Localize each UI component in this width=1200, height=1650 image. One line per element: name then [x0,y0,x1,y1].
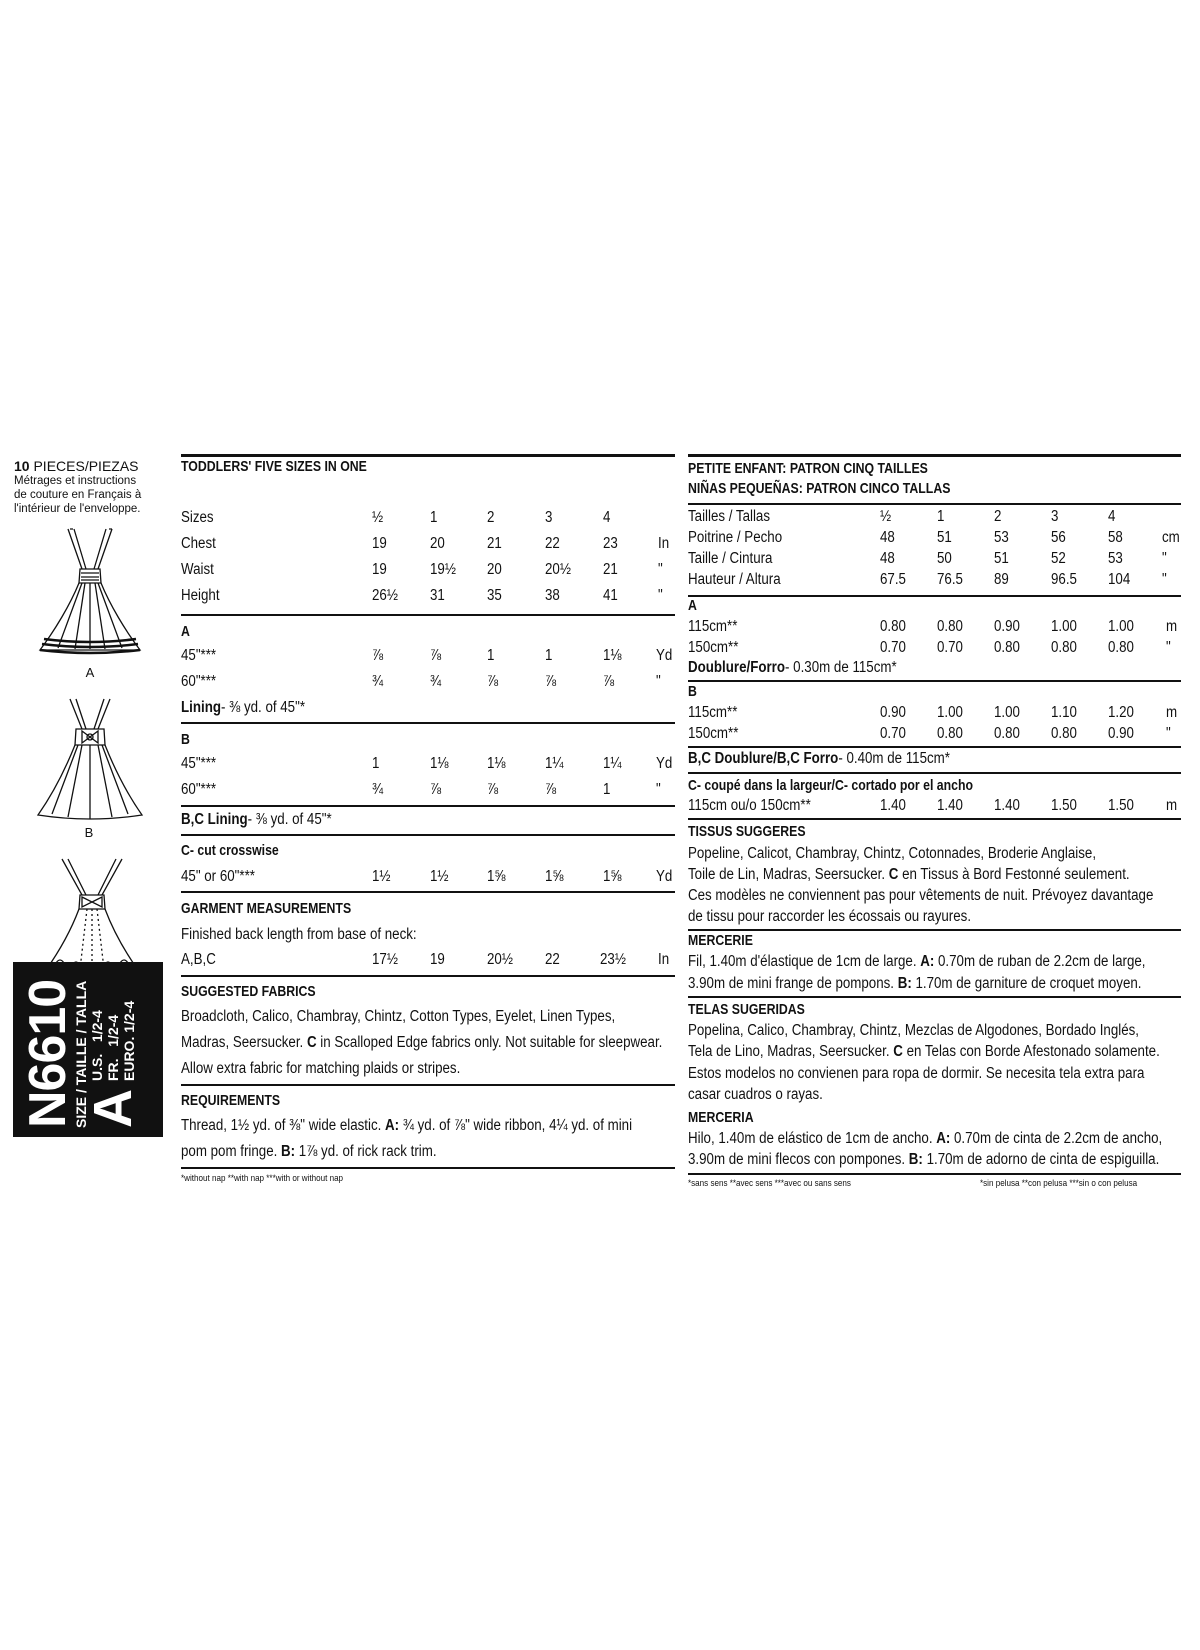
table-cell: 1⅝ [603,868,622,885]
table-cell: ½ [880,508,892,525]
en-c-head: C- cut crosswise [181,842,279,859]
fr-a-lining: Doublure/Forro- 0.30m de 115cm* [688,659,897,676]
tissus-line: Ces modèles ne conviennent pas pour vêtements de nuit. Prévoyez davantage [688,887,1154,904]
row-label: 115cm** [688,704,738,721]
en-a-head: A [181,623,190,640]
es-footnote: *sin pelusa **con pelusa ***sin o con pelusa [980,1178,1138,1189]
mercerie-line: 3.90m de mini frange de pompons. B: 1.70m de garniture de croquet moyen. [688,975,1142,992]
table-cell: 58 [1108,529,1123,546]
table-cell: 19 [372,561,387,578]
req-head: REQUIREMENTS [181,1092,281,1109]
table-cell: 1½ [430,868,449,885]
row-label: 45" or 60"*** [181,868,255,885]
tissus-line: de tissu pour raccorder les écossais ou rayures. [688,908,972,925]
fr-sizes: 1/2-4 [105,1014,121,1047]
tissus-line: Toile de Lin, Madras, Seersucker. C en Tissus à Bord Festonné seulement. [688,866,1130,883]
table-cell: 19½ [430,561,456,578]
table-cell: 1⅛ [487,755,506,772]
table-cell: 19 [372,535,387,552]
telas-line: Tela de Lino, Madras, Seersucker. C en Telas con Borde Afestonado solamente. [688,1043,1160,1060]
pieces-count: 10 [14,458,30,474]
table-cell: 1 [937,508,945,525]
pieces-heading [14,458,139,474]
fr-c-head: C- coupé dans la largeur/C- cortado por el ancho [688,777,974,794]
rule [181,1084,675,1086]
table-cell: 20½ [487,951,513,968]
table-cell: 0.80 [994,639,1020,656]
table-cell: 0.80 [1108,639,1134,656]
garment-sub: Finished back length from base of neck: [181,926,417,943]
row-label: Height [181,587,220,604]
table-cell: 20½ [545,561,571,578]
table-cell: ¾ [430,673,442,690]
table-cell: 0.80 [880,618,906,635]
fabrics-line: Allow extra fabric for matching plaids or stripes. [181,1060,461,1077]
row-label: 115cm** [688,618,738,635]
table-cell: 48 [880,529,895,546]
en-footnote: *without nap **with nap ***with or without nap [181,1173,344,1184]
table-cell: 3 [1051,508,1059,525]
row-label: 150cm** [688,639,739,656]
unit-label: " [658,587,663,604]
table-cell: 0.80 [937,618,963,635]
table-cell: 1.40 [994,797,1020,814]
table-cell: 1⅛ [430,755,449,772]
table-cell: 52 [1051,550,1066,567]
rule [688,503,1181,505]
rule [181,454,675,457]
telas-line: Estos modelos no convienen para ropa de dormir. Se necesita tela extra para [688,1065,1145,1082]
table-cell: 23 [603,535,618,552]
table-cell: ½ [372,509,384,526]
unit-label: In [658,535,670,552]
table-cell: 0.90 [880,704,906,721]
table-cell: 4 [603,509,611,526]
row-label: 45"*** [181,755,217,772]
en-a-lining: Lining- ⅜ yd. of 45"* [181,699,306,716]
table-cell: 20 [487,561,502,578]
us-label: U.S. [89,1053,105,1081]
tissus-line: Popeline, Calicot, Chambray, Chintz, Cotonnades, Broderie Anglaise, [688,845,1097,862]
table-cell: ⅞ [430,781,442,798]
table-cell: ⅞ [372,647,384,664]
unit-label: m [1166,704,1178,721]
mercerie-line: Fil, 1.40m d'élastique de 1cm de large. A: 0.70m de ruban de 2.2cm de large, [688,953,1146,970]
row-label: 45"*** [181,647,217,664]
dress-b-illustration [30,695,150,825]
table-cell: 76.5 [937,571,963,588]
pattern-code: N6610 [19,979,77,1128]
unit-label: m [1166,797,1178,814]
table-cell: 53 [994,529,1009,546]
unit-label: In [658,951,670,968]
fr-title: PETITE ENFANT: PATRON CINQ TAILLES [688,460,928,477]
table-cell: ⅞ [487,673,499,690]
view-b-label: B [84,825,94,840]
row-label: Taille / Cintura [688,550,773,567]
table-cell: 1 [545,647,553,664]
rule [181,805,675,807]
rule [181,614,675,616]
rule [688,929,1181,931]
pieces-label: PIECES/PIEZAS [33,458,139,474]
row-label: Tailles / Tallas [688,508,770,525]
row-label: Sizes [181,509,214,526]
table-cell: 89 [994,571,1009,588]
table-cell: 26½ [372,587,398,604]
table-cell: 53 [1108,550,1123,567]
table-cell: 1 [430,509,438,526]
rule [688,454,1181,457]
tissus-head: TISSUS SUGGERES [688,823,806,840]
fr-b-head: B [688,683,697,700]
table-cell: 1.50 [1051,797,1077,814]
table-cell: 0.80 [994,725,1020,742]
unit-label: " [656,781,661,798]
table-cell: 21 [487,535,502,552]
unit-label: " [656,673,661,690]
table-cell: 0.80 [937,725,963,742]
row-label: 60"*** [181,673,217,690]
rule [688,772,1181,774]
table-cell: ⅞ [430,647,442,664]
unit-label: " [1166,725,1171,742]
table-cell: 35 [487,587,502,604]
table-cell: 56 [1051,529,1066,546]
size-range-letter: A [83,1089,143,1128]
table-cell: 51 [937,529,952,546]
table-cell: 1.00 [1051,618,1077,635]
row-label: 60"*** [181,781,217,798]
unit-label: Yd [656,755,673,772]
row-label: Waist [181,561,214,578]
table-cell: 4 [1108,508,1116,525]
table-cell: 2 [994,508,1002,525]
table-cell: 1⅝ [487,868,506,885]
table-cell: 1¼ [545,755,564,772]
table-cell: 0.90 [1108,725,1134,742]
table-cell: 0.80 [1051,725,1077,742]
table-cell: 21 [603,561,618,578]
fr-footnote: *sans sens **avec sens ***avec ou sans sens [688,1178,851,1189]
french-note [14,474,141,516]
table-cell: 20 [430,535,445,552]
es-title: NIÑAS PEQUEÑAS: PATRON CINCO TALLAS [688,480,951,497]
table-cell: ⅞ [603,673,615,690]
req-line: Thread, 1½ yd. of ⅜" wide elastic. A: ¾ yd. of ⅞" wide ribbon, 4¼ yd. of mini [181,1117,633,1134]
merceria-line: 3.90m de mini flecos con pompones. B: 1.70m de adorno de cinta de espiguilla. [688,1151,1160,1168]
us-sizes: 1/2-4 [89,1010,105,1043]
rule [181,891,675,893]
garment-head: GARMENT MEASUREMENTS [181,900,352,917]
unit-label: m [1166,618,1178,635]
en-b-head: B [181,731,190,748]
table-cell: ⅞ [545,673,557,690]
merceria-head: MERCERIA [688,1109,754,1126]
unit-label: " [1162,550,1167,567]
table-cell: 31 [430,587,445,604]
rule [181,834,675,836]
table-cell: 23½ [600,951,626,968]
table-cell: 48 [880,550,895,567]
table-cell: 1.00 [994,704,1020,721]
fr-bc-lining: B,C Doublure/B,C Forro- 0.40m de 115cm* [688,750,950,767]
table-cell: 17½ [372,951,398,968]
rule [181,1167,675,1169]
table-cell: 0.70 [880,639,906,656]
size-label: SIZE / TAILLE / TALLA [73,980,89,1128]
dress-a-illustration [30,525,150,660]
fabrics-line: Broadcloth, Calico, Chambray, Chintz, Cotton Types, Eyelet, Linen Types, [181,1008,616,1025]
table-cell: 19 [430,951,445,968]
telas-line: Popelina, Calico, Chambray, Chintz, Mezclas de Algodones, Bordado Inglés, [688,1022,1140,1039]
table-cell: 1.50 [1108,797,1134,814]
table-cell: 2 [487,509,495,526]
table-cell: 1 [372,755,380,772]
rule [181,722,675,724]
table-cell: 1¼ [603,755,622,772]
row-label: A,B,C [181,951,216,968]
english-title: TODDLERS' FIVE SIZES IN ONE [181,458,367,475]
table-cell: 38 [545,587,560,604]
table-cell: 51 [994,550,1009,567]
table-cell: 3 [545,509,553,526]
table-cell: 0.80 [1051,639,1077,656]
unit-label: Yd [656,647,673,664]
table-cell: 1.00 [1108,618,1134,635]
fabrics-line: Madras, Seersucker. C in Scalloped Edge fabrics only. Not suitable for sleepwear. [181,1034,663,1051]
size-badge [13,962,163,1137]
telas-head: TELAS SUGERIDAS [688,1001,805,1018]
table-cell: 1½ [372,868,391,885]
table-cell: ⅞ [545,781,557,798]
table-cell: 67.5 [880,571,906,588]
table-cell: 22 [545,535,560,552]
table-cell: ¾ [372,781,384,798]
note-line: de couture en Français à [14,489,142,501]
table-cell: 1.40 [880,797,906,814]
table-cell: 0.70 [880,725,906,742]
rule [688,818,1181,820]
table-cell: 1⅛ [603,647,622,664]
rule [688,1173,1181,1175]
fr-label: FR. [105,1058,121,1081]
row-label: 150cm** [688,725,739,742]
merceria-line: Hilo, 1.40m de elástico de 1cm de ancho. A: 0.70m de cinta de 2.2cm de ancho, [688,1130,1163,1147]
unit-label: " [1166,639,1171,656]
badge-rotated-block [19,979,143,1128]
rule [688,680,1181,682]
table-cell: 1.10 [1051,704,1077,721]
unit-label: cm [1162,529,1180,546]
table-cell: 1.00 [937,704,963,721]
req-line: pom pom fringe. B: 1⅞ yd. of rick rack trim. [181,1143,437,1160]
row-label: Chest [181,535,216,552]
table-cell: 1.20 [1108,704,1134,721]
unit-label: Yd [656,868,673,885]
view-a-label: A [85,665,95,680]
table-cell: 22 [545,951,560,968]
en-bc-lining: B,C Lining- ⅜ yd. of 45"* [181,811,332,828]
fr-a-head: A [688,597,697,614]
rule [688,746,1181,748]
table-cell: 0.70 [937,639,963,656]
unit-label: " [658,561,663,578]
table-cell: ¾ [372,673,384,690]
table-cell: 1⅝ [545,868,564,885]
table-cell: 1.40 [937,797,963,814]
row-label: 115cm ou/o 150cm** [688,797,811,814]
rule [688,996,1181,998]
fabrics-head: SUGGESTED FABRICS [181,983,316,1000]
table-cell: 50 [937,550,952,567]
note-line: Métrages et instructions [14,475,137,487]
table-cell: ⅞ [487,781,499,798]
rule [688,595,1181,597]
table-cell: 1 [487,647,495,664]
table-cell: 0.90 [994,618,1020,635]
telas-line: casar cuadros o rayas. [688,1086,823,1103]
table-cell: 1 [603,781,611,798]
row-label: Poitrine / Pecho [688,529,783,546]
table-cell: 104 [1108,571,1131,588]
table-cell: 96.5 [1051,571,1077,588]
table-cell: 41 [603,587,618,604]
note-line: l'intérieur de l'enveloppe. [14,503,141,515]
euro-sizes: EURO. 1/2-4 [121,1000,137,1081]
row-label: Hauteur / Altura [688,571,781,588]
rule [181,975,675,977]
mercerie-head: MERCERIE [688,932,753,949]
unit-label: " [1162,571,1167,588]
